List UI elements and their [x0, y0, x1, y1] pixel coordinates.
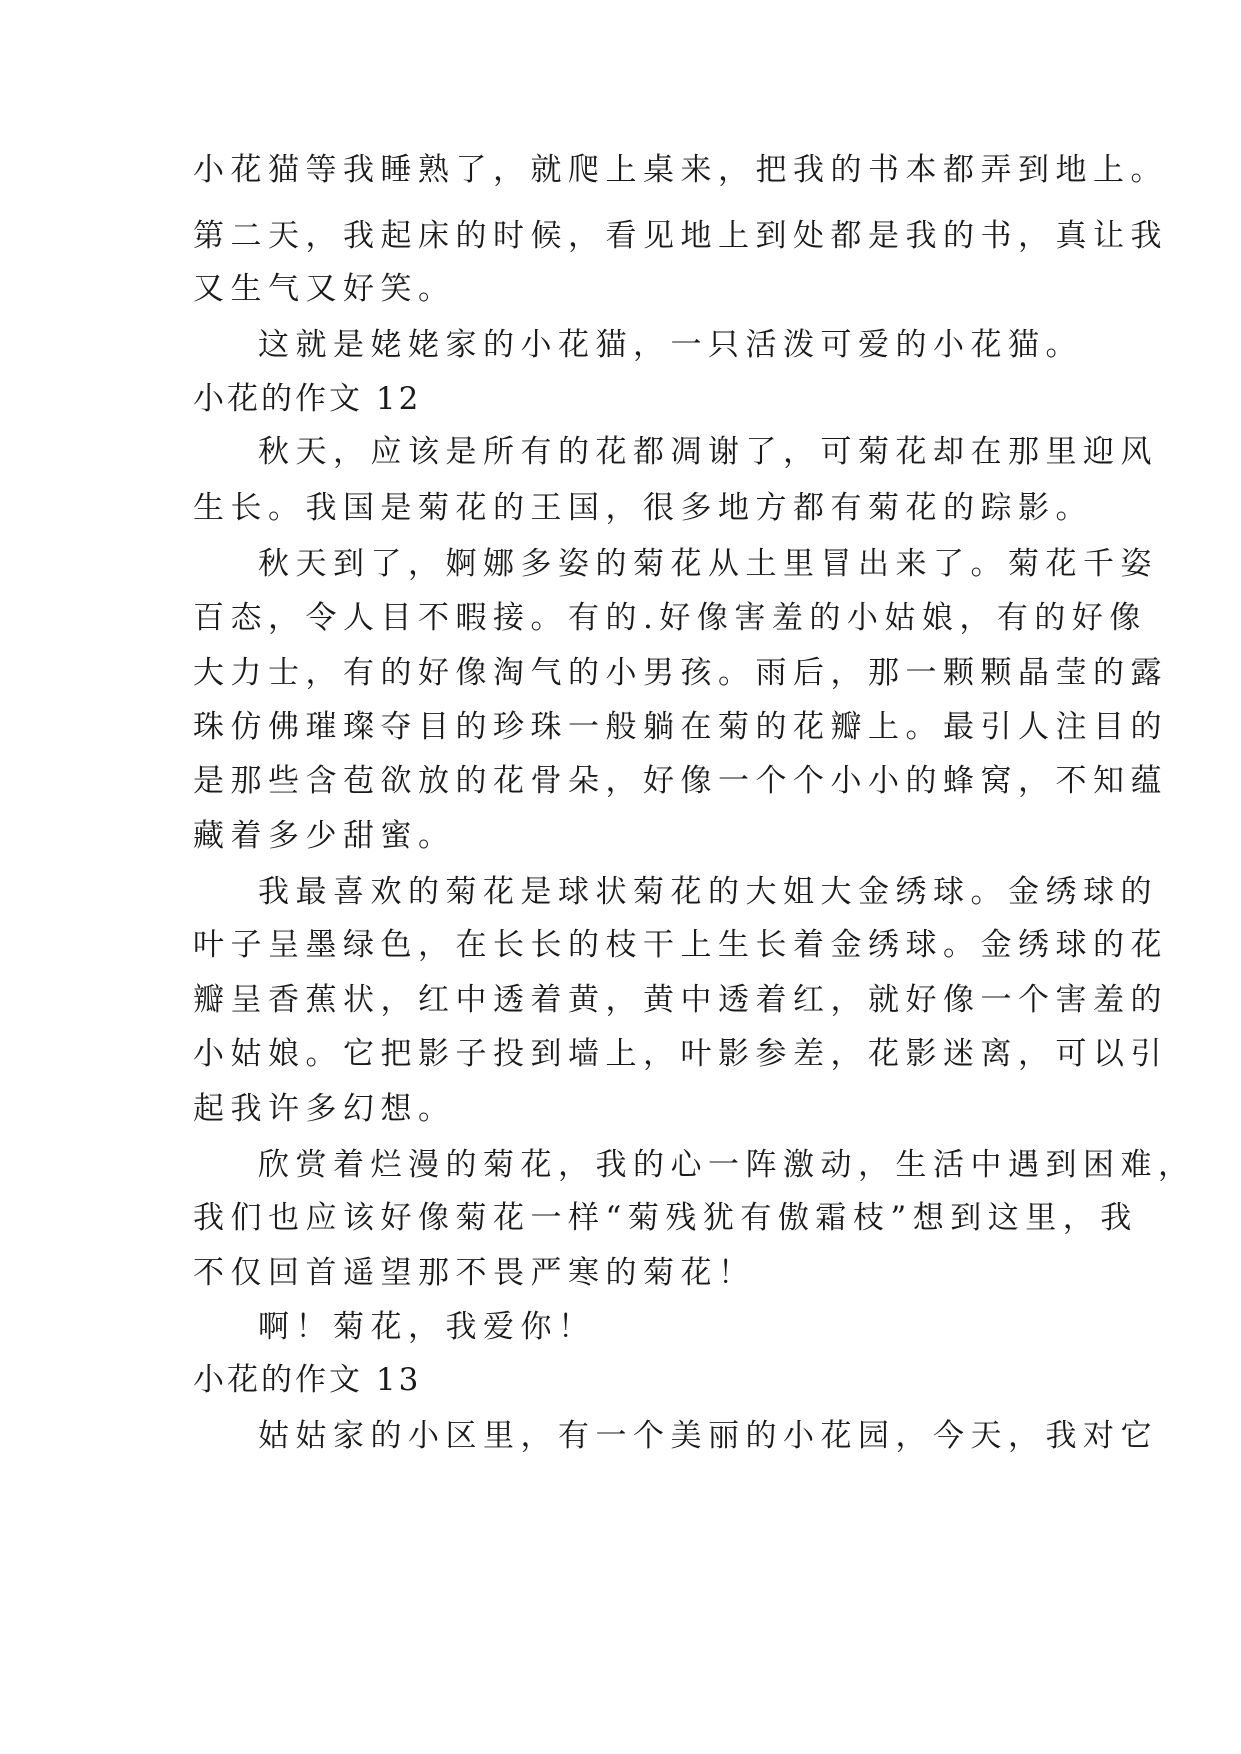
paragraph-line: 起我许多幻想。 — [193, 1091, 456, 1127]
paragraph-line: 第二天，我起床的时候，看见地上到处都是我的书，真让我 — [193, 218, 1168, 254]
paragraph-line: 这就是姥姥家的小花猫，一只活泼可爱的小花猫。 — [258, 327, 1083, 363]
paragraph-line: 啊！菊花，我爱你！ — [258, 1309, 596, 1345]
paragraph-line: 秋天，应该是所有的花都凋谢了，可菊花却在那里迎风 — [258, 434, 1158, 470]
section-heading: 小花的作文 13 — [193, 1362, 422, 1398]
paragraph-line: 百态，令人目不暇接。有的.好像害羞的小姑娘，有的好像 — [193, 600, 1147, 636]
paragraph-line: 藏着多少甜蜜。 — [193, 818, 456, 854]
paragraph-line: 秋天到了，婀娜多姿的菊花从土里冒出来了。菊花千姿 — [258, 546, 1158, 582]
paragraph-line: 小姑娘。它把影子投到墙上，叶影参差，花影迷离，可以引 — [193, 1036, 1168, 1072]
paragraph-line: 欣赏着烂漫的菊花，我的心一阵激动，生活中遇到困难， — [258, 1147, 1196, 1183]
paragraph-line: 小花猫等我睡熟了，就爬上桌来，把我的书本都弄到地上。 — [193, 152, 1168, 188]
paragraph-line: 姑姑家的小区里，有一个美丽的小花园，今天，我对它 — [258, 1418, 1158, 1454]
paragraph-line: 是那些含苞欲放的花骨朵，好像一个个小小的蜂窝，不知蕴 — [193, 763, 1168, 799]
paragraph-line: 大力士，有的好像淘气的小男孩。雨后，那一颗颗晶莹的露 — [193, 655, 1168, 691]
paragraph-line: 珠仿佛璀璨夺目的珍珠一般躺在菊的花瓣上。最引人注目的 — [193, 709, 1168, 745]
paragraph-line: 又生气又好笑。 — [193, 271, 456, 307]
paragraph-line: 我们也应该好像菊花一样“菊残犹有傲霜枝”想到这里，我 — [193, 1200, 1138, 1236]
paragraph-line: 叶子呈墨绿色，在长长的枝干上生长着金绣球。金绣球的花 — [193, 927, 1168, 963]
paragraph-line: 不仅回首遥望那不畏严寒的菊花！ — [193, 1255, 756, 1291]
paragraph-line: 生长。我国是菊花的王国，很多地方都有菊花的踪影。 — [193, 490, 1093, 526]
section-heading: 小花的作文 12 — [193, 381, 422, 417]
paragraph-line: 我最喜欢的菊花是球状菊花的大姐大金绣球。金绣球的 — [258, 874, 1158, 910]
paragraph-line: 瓣呈香蕉状，红中透着黄，黄中透着红，就好像一个害羞的 — [193, 982, 1168, 1018]
